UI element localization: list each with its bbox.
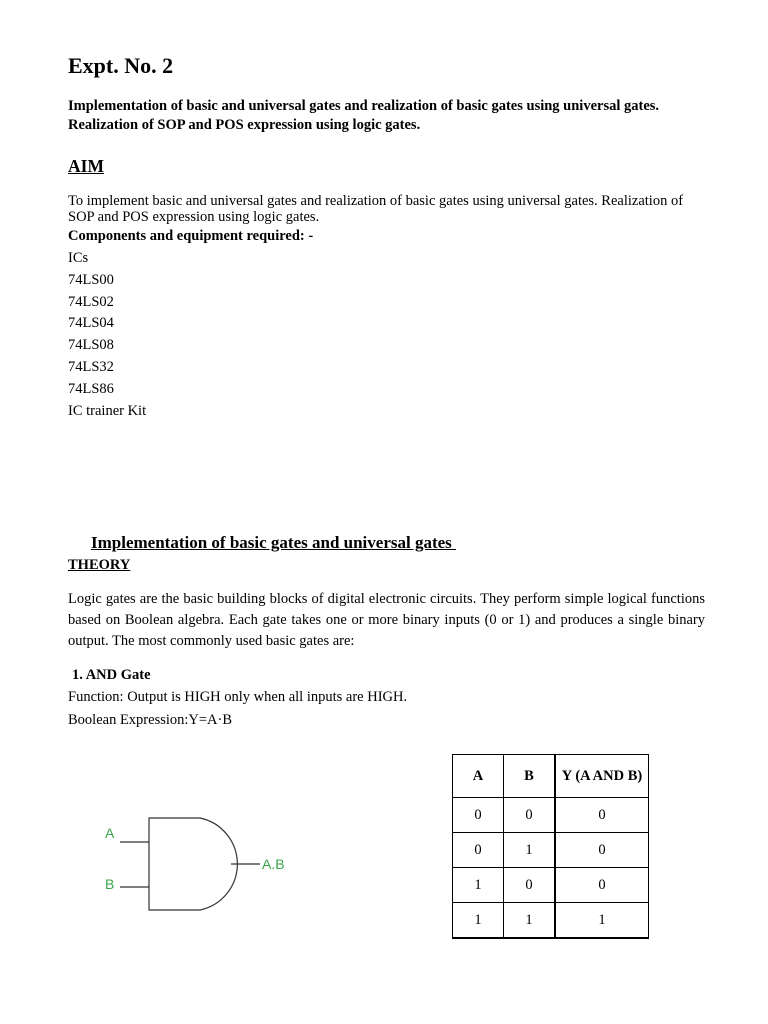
- list-item: 74LS08: [68, 337, 114, 354]
- output-label: A.B: [262, 856, 285, 872]
- table-cell: 0: [555, 798, 649, 833]
- list-item: ICs: [68, 250, 89, 266]
- aim-heading: AIM: [68, 156, 104, 176]
- table-cell: 0: [504, 798, 556, 833]
- components-list: [68, 248, 146, 422]
- theory-text: Logic gates are the basic building blocks of digital electronic circuits. They perform simple logical functions based on Boolean algebra. Each gate takes one or more binary inputs (0 or 1) and produces a single binary output. The most commonly used basic gates are:: [68, 591, 705, 649]
- table-row: [453, 903, 649, 939]
- table-cell: 0: [555, 868, 649, 903]
- components-heading: Components and equipment required: -: [68, 228, 314, 244]
- list-item: IC trainer Kit: [68, 402, 147, 419]
- table-row: [453, 868, 649, 903]
- table-cell: 1: [453, 868, 504, 903]
- table-cell: 0: [453, 798, 504, 833]
- table-cell: 1: [453, 903, 504, 939]
- table-cell: 0: [504, 868, 556, 903]
- list-item: 74LS02: [68, 293, 114, 310]
- table-row: [453, 833, 649, 868]
- experiment-title: Expt. No. 2: [68, 53, 174, 78]
- theory-heading: THEORY: [68, 557, 131, 573]
- and-gate-heading: 1. AND Gate: [72, 667, 151, 683]
- list-item: 74LS32: [68, 358, 114, 375]
- and-gate-function: Function: Output is HIGH only when all inputs are HIGH.: [68, 689, 408, 705]
- input-a-label: A: [105, 825, 115, 841]
- column-header-a: A: [453, 755, 504, 798]
- and-gate-truth-table: [452, 754, 649, 939]
- and-gate-diagram: [70, 782, 315, 930]
- table-cell: 1: [504, 833, 556, 868]
- input-b-label: B: [105, 876, 115, 892]
- column-header-b: B: [504, 755, 556, 798]
- and-gate-boolean-expression: Boolean Expression:Y=A·B: [68, 712, 233, 728]
- list-item: 74LS00: [68, 271, 114, 288]
- aim-text: To implement basic and universal gates and realization of basic gates using universal gates. Realization of SOP and POS expression using logic gates.: [68, 193, 684, 225]
- list-item: 74LS04: [68, 315, 114, 332]
- table-cell: 0: [453, 833, 504, 868]
- table-row: [453, 798, 649, 833]
- table-header-row: [453, 755, 649, 798]
- column-header-y: Y (A AND B): [555, 755, 649, 798]
- table-cell: 1: [504, 903, 556, 939]
- experiment-subtitle: Implementation of basic and universal gates and realization of basic gates using universal gates. Realization of SOP and POS expression using logic gates.: [68, 98, 660, 133]
- list-item: 74LS86: [68, 380, 114, 397]
- table-cell: 1: [555, 903, 649, 939]
- section-heading: Implementation of basic gates and universal gates: [91, 533, 457, 552]
- table-cell: 0: [555, 833, 649, 868]
